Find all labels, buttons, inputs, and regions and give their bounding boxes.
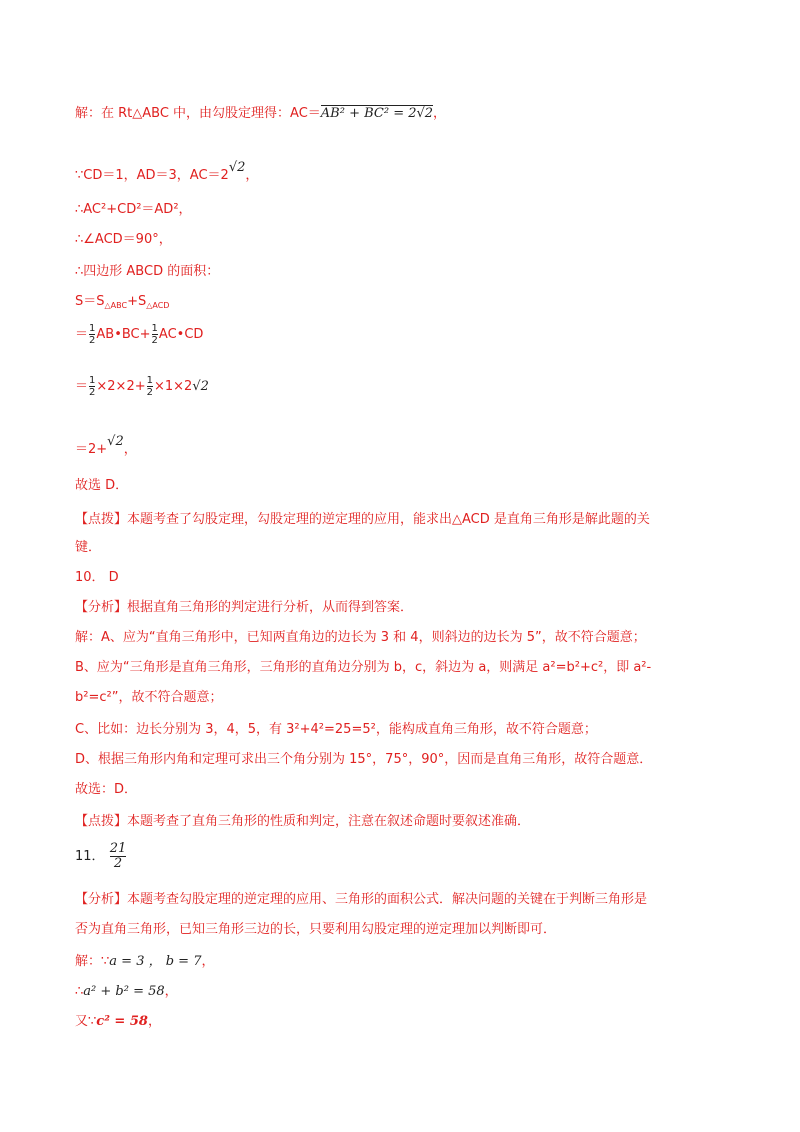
step-math: a = 3 ， b = 7 [109, 954, 202, 969]
num: 1 [151, 323, 158, 334]
sol9-line-area: ∴四边形 ABCD 的面积： [75, 264, 220, 279]
ac-text: 解：在 Rt△ABC 中，由勾股定理得：AC＝ [75, 106, 321, 121]
q10-option-c: C、比如：边长分别为 3，4，5，有 3²+4²=25=5²，能构成直角三角形，故不符合题意； [75, 722, 597, 737]
plus-s: +S [127, 294, 147, 309]
q10-option-b-cont: b²=c²”，故不符合题意； [75, 690, 223, 705]
comma: ， [164, 984, 178, 999]
num: 21 [109, 841, 127, 856]
half-fraction [152, 323, 158, 346]
sol9-line-angle: ∴∠ACD＝90°， [75, 232, 172, 247]
sol9-line-result [75, 432, 137, 460]
comma: ， [245, 168, 259, 183]
ac-cd: AC•CD [158, 327, 204, 342]
half-fraction [89, 323, 95, 346]
root2: √2 [107, 434, 124, 449]
comma: ， [147, 1014, 161, 1029]
sol9-line-ac [75, 104, 446, 124]
comma: ， [201, 954, 215, 969]
step-math: a² + b² = 58 [83, 984, 165, 999]
q11-analysis-cont: 否为直角三角形，已知三角形三边的长，只要利用勾股定理的逆定理加以判断即可． [75, 922, 557, 937]
s-text: S＝S [75, 294, 105, 309]
sol9-line-s [75, 292, 169, 316]
sol9-tip-cont: 键． [75, 540, 102, 555]
q10-answer: 10． D [75, 570, 119, 585]
ac-formula: AB² + BC² = 2√2 [320, 106, 434, 121]
q10-analysis: 【分析】根据直角三角形的判定进行分析，从而得到答案． [75, 600, 414, 615]
eq: ＝ [75, 379, 89, 394]
root2: √2 [228, 160, 246, 175]
step-text: 又∵ [75, 1014, 97, 1029]
result-text: ＝2+ [75, 442, 108, 457]
root2: √2 [192, 379, 209, 394]
calc-mid: ×2×2+ [96, 379, 146, 394]
sol9-choose: 故选 D． [75, 478, 129, 493]
q11-answer [75, 842, 127, 872]
den: 2 [89, 387, 96, 398]
sol9-line-half [75, 322, 203, 348]
half-fraction [147, 375, 153, 398]
q11-analysis: 【分析】本题考查勾股定理的逆定理的应用、三角形的面积公式．解决问题的关键在于判断三角形是 [75, 892, 648, 907]
num: 1 [89, 323, 96, 334]
q11-step2 [75, 982, 178, 1002]
sol9-line-calc [75, 374, 209, 400]
sol9-line-sum: ∴AC²+CD²＝AD²， [75, 202, 192, 217]
answer-fraction [110, 842, 127, 871]
den: 2 [110, 856, 127, 871]
ab-bc: AB•BC+ [96, 327, 151, 342]
comma: ， [123, 442, 137, 457]
den: 2 [89, 335, 96, 346]
den: 2 [146, 387, 153, 398]
q11-step3 [75, 1012, 161, 1032]
num: 1 [89, 375, 96, 386]
sub-abc: △ABC [104, 301, 128, 310]
step-text: 解：∵ [75, 954, 110, 969]
comma: ， [433, 106, 447, 121]
q10-option-d: D、根据三角形内角和定理可求出三个角分别为 15°，75°，90°，因而是直角三角形，故符合题意． [75, 752, 653, 767]
step-math: c² = 58 [96, 1014, 148, 1029]
eq: ＝ [75, 327, 89, 342]
calc-end: ×1×2 [154, 379, 193, 394]
sub-acd: △ACD [146, 301, 170, 310]
num: 1 [146, 375, 153, 386]
sol9-tip: 【点拨】本题考查了勾股定理，勾股定理的逆定理的应用，能求出△ACD 是直角三角形是解此题的关 [75, 512, 650, 527]
q11-step1 [75, 952, 215, 972]
half-fraction [89, 375, 95, 398]
q10-tip: 【点拨】本题考查了直角三角形的性质和判定，注意在叙述命题时要叙述准确． [75, 814, 531, 829]
q10-option-a: 解：A、应为“直角三角形中，已知两直角边的边长为 3 和 4，则斜边的边长为 5”，故不符合题意； [75, 630, 646, 645]
sol9-line-cd [75, 158, 258, 186]
q11-number: 11． [75, 849, 105, 864]
q10-option-b: B、应为“三角形是直角三角形，三角形的直角边分别为 b，c，斜边为 a，则满足 a²=b²+c²，即 a²- [75, 660, 652, 675]
cd-text: ∵CD＝1，AD＝3，AC＝2 [75, 168, 229, 183]
step-text: ∴ [75, 984, 84, 999]
q10-choose: 故选：D． [75, 782, 138, 797]
den: 2 [151, 335, 158, 346]
